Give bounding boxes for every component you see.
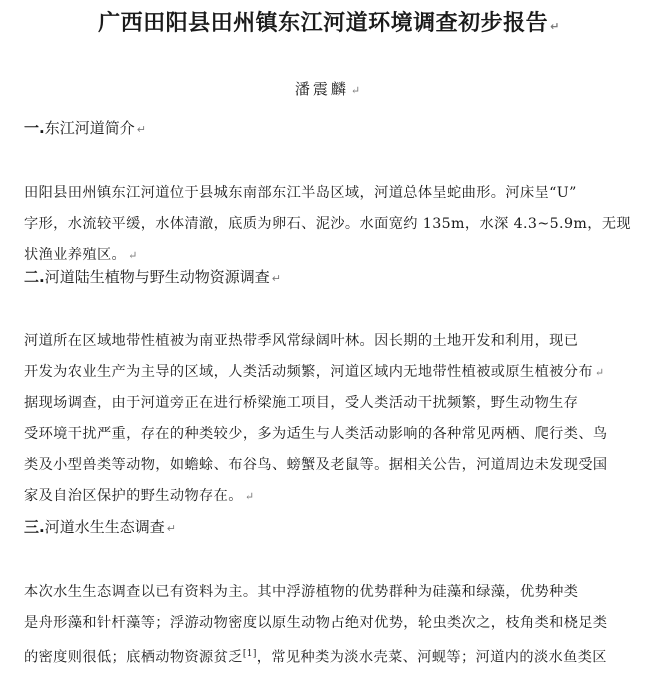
paragraph-mark-icon: ↵ <box>550 20 560 33</box>
paragraph-text: 据现场调查，由于河道旁正在进行桥梁施工项目，受人类活动干扰频繁，野生动物生存 受环境干扰严重，存在的种类较少，多为适生与人类活动影响的各种常见两栖、爬行类、鸟 类及小型兽类等动物，如蟾蜍、布谷鸟、螃蟹及老鼠等。据相关公告，河道周边未发现受国 家及自治区保护的野生动物存在。 <box>24 395 608 504</box>
section-2-paragraph-2 <box>24 357 644 512</box>
paragraph-mark-icon: ↵ <box>244 490 255 503</box>
document-title <box>0 6 658 37</box>
paragraph-text: 河道所在区域地带性植被为南亚热带季风常绿阔叶林。因长期的土地开发和利用，现已 开发为农业生产为主导的区域，人类活动频繁，河道区域内无地带性植被或原生植被分布 <box>24 333 593 380</box>
section-heading-3 <box>24 516 176 537</box>
section-heading-text: 河道陆生植物与野生动物资源调查 <box>44 268 270 286</box>
paragraph-text: 本次水生生态调查以已有资料为主。其中浮游植物的优势群种为硅藻和绿藻，优势种类 是舟形藻和针杆藻等；浮游动物密度以原生动物占绝对优势，轮虫类次之，枝角类和桡足类 的密度则很低；底栖动物资源贫乏 <box>24 584 608 666</box>
section-1-paragraph-1 <box>24 147 644 271</box>
paragraph-text: 田阳县田州镇东江河道位于县城东南部东江半岛区域，河道总体呈蛇曲形。河床呈“U” 字形，水流较平缓，水体清澈，底质为卵石、泥沙。水面宽约 135m，水深 4.3~5.9m，无现 状渔业养殖区。 <box>24 185 632 263</box>
paragraph-mark-icon: ↵ <box>594 366 605 379</box>
paragraph-mark-icon: ↵ <box>350 84 364 97</box>
title-text: 广西田阳县田州镇东江河道环境调查初步报告 <box>98 11 549 36</box>
section-heading-1 <box>24 117 146 138</box>
author-text: 潘震麟 <box>294 80 349 98</box>
section-number: 一. <box>24 119 45 137</box>
paragraph-text-continued: ，常见种类为淡水壳菜、河蚬等；河道内的淡水鱼类区 <box>256 649 607 666</box>
citation-reference[interactable]: [1] <box>242 649 257 659</box>
paragraph-mark-icon: ↵ <box>271 272 281 285</box>
section-heading-2 <box>24 266 281 287</box>
paragraph-mark-icon: ↵ <box>136 123 146 136</box>
section-number: 三. <box>24 518 45 536</box>
section-heading-text: 东江河道简介 <box>44 119 135 137</box>
paragraph-mark-icon: ↵ <box>166 522 176 535</box>
section-number: 二. <box>24 268 45 286</box>
author-name <box>0 78 658 99</box>
section-heading-text: 河道水生生态调查 <box>44 518 165 536</box>
paragraph-mark-icon: ↵ <box>128 249 138 262</box>
